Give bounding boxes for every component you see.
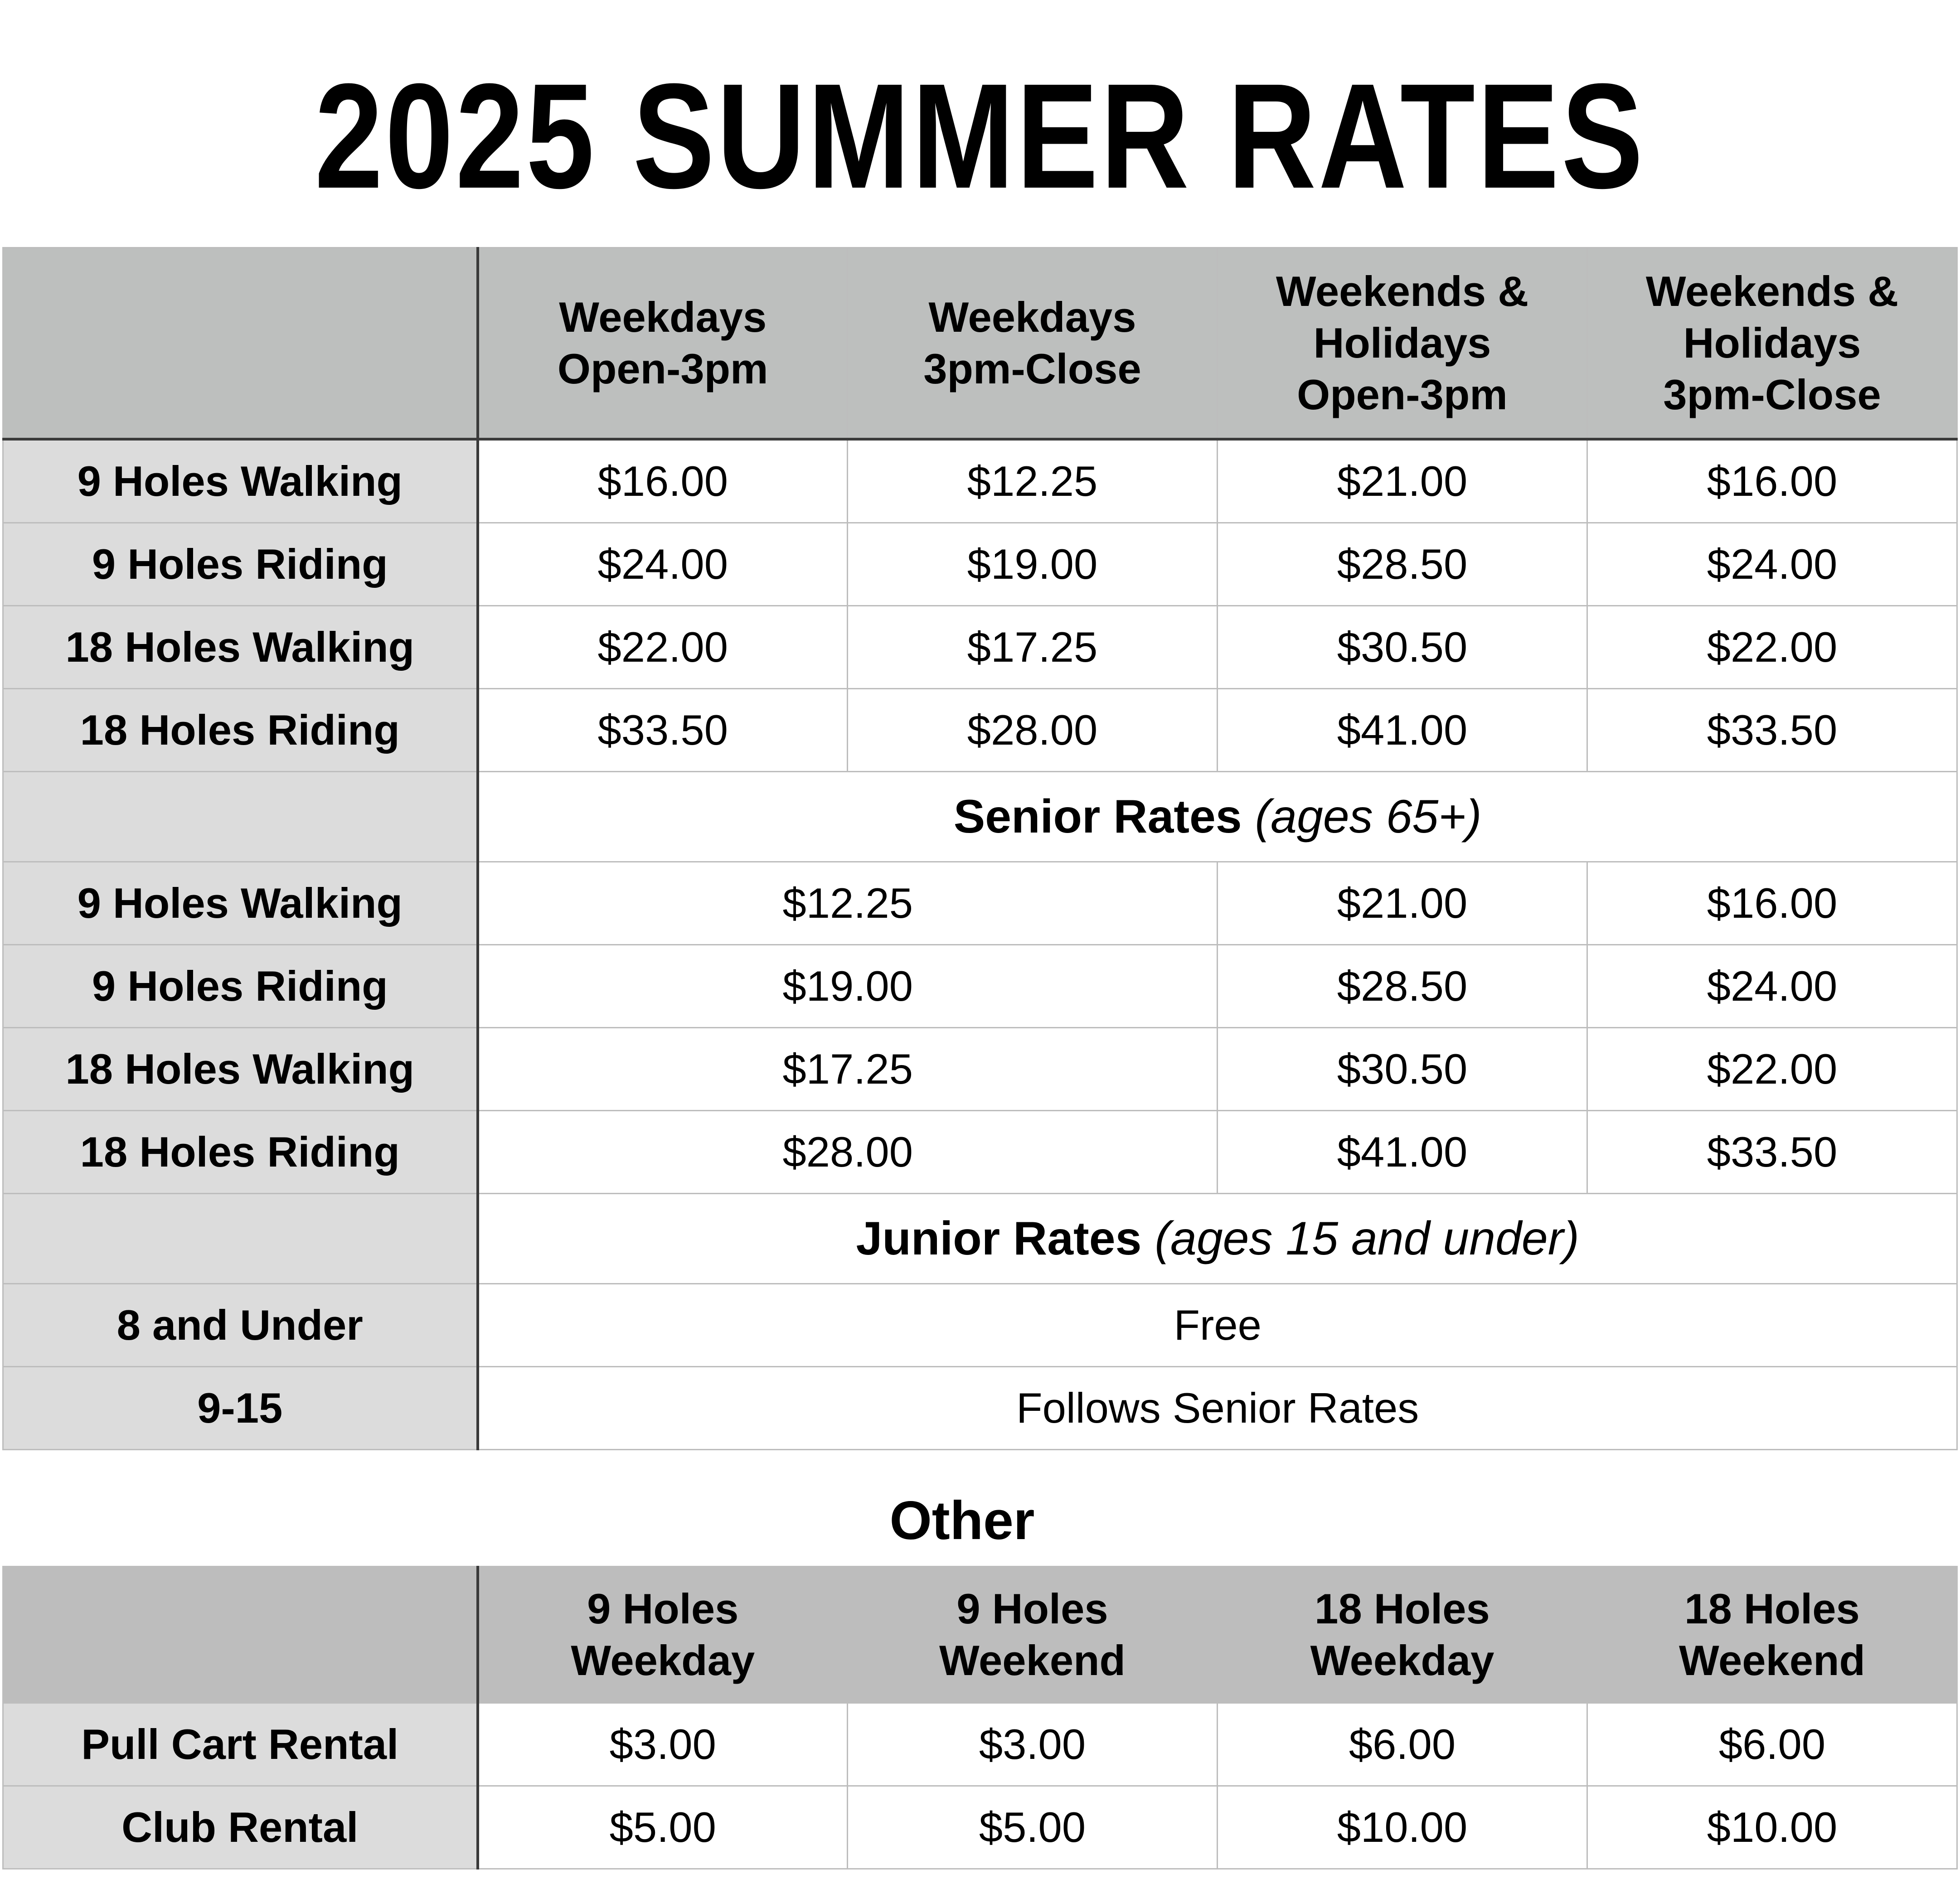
- table-row: [3, 606, 1957, 689]
- header-line: Weekdays: [928, 293, 1136, 341]
- other-heading: Other: [889, 1490, 1035, 1551]
- header-line: Weekday: [571, 1637, 755, 1684]
- rate-cell: $28.50: [1218, 523, 1587, 606]
- rate-cell: $22.00: [1587, 606, 1957, 689]
- header-line: 18 Holes: [1315, 1585, 1490, 1632]
- header-line: Weekend: [1679, 1637, 1865, 1684]
- rate-cell: $22.00: [1587, 1028, 1957, 1111]
- rate-cell: $33.50: [1587, 689, 1957, 772]
- section-title: Senior Rates: [953, 790, 1242, 843]
- header-9-holes-weekend: [848, 1567, 1218, 1703]
- rate-cell: $19.00: [848, 523, 1218, 606]
- table-row: [3, 1284, 1957, 1367]
- header-line: Weekday: [1310, 1637, 1494, 1684]
- other-rates-table: [2, 1566, 1958, 1869]
- header-weekdays-3pm-close: [848, 248, 1218, 440]
- rate-cell: $24.00: [1587, 945, 1957, 1028]
- rate-cell: $24.00: [1587, 523, 1957, 606]
- row-label: 18 Holes Riding: [3, 1111, 478, 1194]
- header-line: Holidays: [1683, 319, 1861, 367]
- rate-cell: $16.00: [1587, 439, 1957, 523]
- header-blank: [3, 1567, 478, 1703]
- rate-cell: $17.25: [848, 606, 1218, 689]
- rate-cell: $33.50: [478, 689, 848, 772]
- table-row: [3, 945, 1957, 1028]
- header-line: 18 Holes: [1684, 1585, 1860, 1632]
- header-line: Weekend: [939, 1637, 1126, 1684]
- header-line: Holidays: [1313, 319, 1491, 367]
- rate-cell: $12.25: [848, 439, 1218, 523]
- rate-cell: $17.25: [478, 1028, 1218, 1111]
- header-18-holes-weekend: [1587, 1567, 1957, 1703]
- junior-section-row: [3, 1194, 1957, 1284]
- table-row: [3, 439, 1957, 523]
- rate-cell: $22.00: [478, 606, 848, 689]
- senior-section-title: [478, 772, 1957, 862]
- senior-section-row: [3, 772, 1957, 862]
- rate-cell: $3.00: [848, 1703, 1218, 1786]
- rate-cell: $41.00: [1218, 689, 1587, 772]
- page-title: 2025 SUMMER RATES: [315, 52, 1645, 219]
- section-note: (ages 15 and under): [1155, 1212, 1580, 1265]
- rate-cell: Follows Senior Rates: [478, 1367, 1957, 1450]
- rate-cell: $28.00: [478, 1111, 1218, 1194]
- row-label: 9 Holes Walking: [3, 862, 478, 945]
- row-label: 18 Holes Riding: [3, 689, 478, 772]
- table-row: [3, 1111, 1957, 1194]
- section-title: Junior Rates: [856, 1212, 1142, 1265]
- table-row: [3, 523, 1957, 606]
- header-line: 3pm-Close: [1663, 371, 1881, 418]
- rate-cell: $33.50: [1587, 1111, 1957, 1194]
- rate-cell: $3.00: [478, 1703, 848, 1786]
- rate-cell: $10.00: [1218, 1786, 1587, 1869]
- rate-cell: $5.00: [478, 1786, 848, 1869]
- rate-cell: $6.00: [1587, 1703, 1957, 1786]
- rate-cell: $16.00: [478, 439, 848, 523]
- junior-section-title: [478, 1194, 1957, 1284]
- rate-cell: $28.00: [848, 689, 1218, 772]
- table-row: [3, 862, 1957, 945]
- header-9-holes-weekday: [478, 1567, 848, 1703]
- row-label-blank: [3, 1194, 478, 1284]
- rates-header-row: [3, 248, 1957, 440]
- rate-cell: $30.50: [1218, 1028, 1587, 1111]
- header-line: Weekends &: [1276, 267, 1529, 315]
- header-weekdays-open-3pm: [478, 248, 848, 440]
- section-note: (ages 65+): [1255, 790, 1482, 843]
- row-label: 18 Holes Walking: [3, 606, 478, 689]
- table-row: [3, 1028, 1957, 1111]
- rate-cell: $6.00: [1218, 1703, 1587, 1786]
- header-weekends-open-3pm: [1218, 248, 1587, 440]
- header-line: 9 Holes: [587, 1585, 739, 1632]
- rate-cell: $16.00: [1587, 862, 1957, 945]
- header-line: Weekdays: [559, 293, 767, 341]
- header-line: Open-3pm: [1297, 371, 1508, 418]
- table-row: [3, 1703, 1957, 1786]
- header-blank: [3, 248, 478, 440]
- rate-cell: $10.00: [1587, 1786, 1957, 1869]
- rate-cell: $12.25: [478, 862, 1218, 945]
- row-label: 9 Holes Riding: [3, 945, 478, 1028]
- header-line: 3pm-Close: [923, 345, 1141, 392]
- header-line: Open-3pm: [557, 345, 768, 392]
- other-header-row: [3, 1567, 1957, 1703]
- row-label: Pull Cart Rental: [3, 1703, 478, 1786]
- header-18-holes-weekday: [1218, 1567, 1587, 1703]
- table-row: [3, 1367, 1957, 1450]
- row-label: 18 Holes Walking: [3, 1028, 478, 1111]
- row-label: 9-15: [3, 1367, 478, 1450]
- table-row: [3, 689, 1957, 772]
- header-line: 9 Holes: [956, 1585, 1108, 1632]
- rate-cell: $30.50: [1218, 606, 1587, 689]
- row-label: 9 Holes Walking: [3, 439, 478, 523]
- header-weekends-3pm-close: [1587, 248, 1957, 440]
- rate-cell: $41.00: [1218, 1111, 1587, 1194]
- rate-cell: $24.00: [478, 523, 848, 606]
- row-label: Club Rental: [3, 1786, 478, 1869]
- row-label: 9 Holes Riding: [3, 523, 478, 606]
- table-row: [3, 1786, 1957, 1869]
- rate-cell: Free: [478, 1284, 1957, 1367]
- rates-table: [2, 247, 1958, 1450]
- rate-cell: $28.50: [1218, 945, 1587, 1028]
- row-label: 8 and Under: [3, 1284, 478, 1367]
- rate-cell: $21.00: [1218, 862, 1587, 945]
- row-label-blank: [3, 772, 478, 862]
- header-line: Weekends &: [1645, 267, 1899, 315]
- rate-cell: $21.00: [1218, 439, 1587, 523]
- rate-cell: $19.00: [478, 945, 1218, 1028]
- rate-cell: $5.00: [848, 1786, 1218, 1869]
